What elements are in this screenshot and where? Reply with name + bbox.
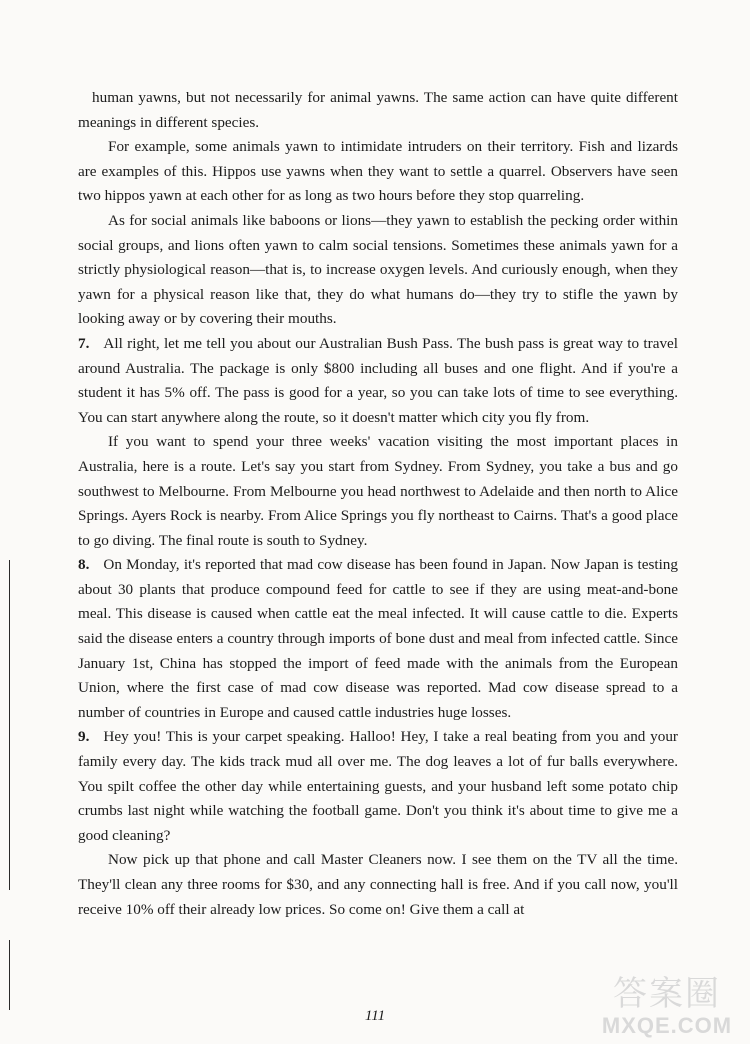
paragraph-social-animals <box>78 209 678 332</box>
paragraph-australia-route <box>78 430 678 553</box>
paragraph-item-9 <box>78 725 678 848</box>
item-number: 9. <box>78 728 90 746</box>
paragraph-text: As for social animals like baboons or lions—they yawn to establish the pecking order within social groups, and lions often yawn to calm social tensions. Sometimes these animals yawn for a strictly physiological reason—that is, to increase oxygen levels. And curiously enough, when they yawn for a physical reason like that, they do what humans do—they try to stifle the yawn by looking away or by covering their mouths. <box>78 211 678 328</box>
page-body <box>78 86 678 922</box>
watermark-mark: 答案圈 <box>613 975 721 1013</box>
paragraph-text: For example, some animals yawn to intimidate intruders on their territory. Fish and lizards are examples of this. Hippos use yawns when they want to settle a quarrel. Observers have seen two hippos yawn at each other for as long as two hours before they stop quarreling. <box>78 138 678 205</box>
watermark-logo <box>592 974 742 1040</box>
paragraph-text: human yawns, but not necessarily for animal yawns. The same action can have quite different meanings in different species. <box>78 89 678 131</box>
watermark-domain: MXQE.COM <box>601 1013 733 1038</box>
paragraph-yawn-intro <box>78 86 678 135</box>
item-number: 7. <box>78 334 90 352</box>
paragraph-text: On Monday, it's reported that mad cow disease has been found in Japan. Now Japan is testing about 30 plants that produce compound feed for cattle to see if they are using meat-and-bone meal. This disease is caused when cattle eat the meal infected. It will cause cattle to die. Experts said the disease enters a country through imports of bone dust and meal from infected cattle. Since January 1st, China has stopped the import of feed made with the animals from the European Union, where the first case of mad cow disease was reported. Mad cow disease spread to a number of countries in Europe and caused cattle industries huge losses. <box>78 556 678 721</box>
paragraph-item-8 <box>78 553 678 725</box>
page-number: 111 <box>364 1008 386 1024</box>
paragraph-item-7 <box>78 332 678 430</box>
paragraph-text: Now pick up that phone and call Master Cleaners now. I see them on the TV all the time. They'll clean any three rooms for $30, and any connecting hall is free. And if you call now, you'll receive 10% off their already low prices. So come on! Give them a call at <box>78 851 678 918</box>
item-number: 8. <box>78 556 90 574</box>
paragraph-text: All right, let me tell you about our Australian Bush Pass. The bush pass is great way to travel around Australia. The package is only $800 including all buses and one flight. And if you're a student it has 5% off. The pass is good for a year, so you can take lots of time to see everything. You can start anywhere along the route, so it doesn't matter which city you fly from. <box>78 334 678 426</box>
paragraph-hippos <box>78 135 678 209</box>
binding-edge-line <box>9 940 10 1010</box>
paragraph-text: If you want to spend your three weeks' vacation visiting the most important places in Australia, here is a route. Let's say you start from Sydney. From Sydney, you take a bus and go southwest to Melbourne. From Melbourne you head northwest to Adelaide and then north to Alice Springs. Ayers Rock is nearby. From Alice Springs you fly northeast to Cairns. That's a good place to go diving. The final route is south to Sydney. <box>78 433 678 549</box>
paragraph-text: Hey you! This is your carpet speaking. Halloo! Hey, I take a real beating from you and your family every day. The kids track mud all over me. The dog leaves a lot of fur balls everywhere. You spilt coffee the other day while entertaining guests, and your husband left some potato chip crumbs last night while watching the football game. Don't you think it's about time to give me a good cleaning? <box>78 728 678 844</box>
paragraph-master-cleaners <box>78 848 678 922</box>
binding-edge-line <box>9 560 10 890</box>
